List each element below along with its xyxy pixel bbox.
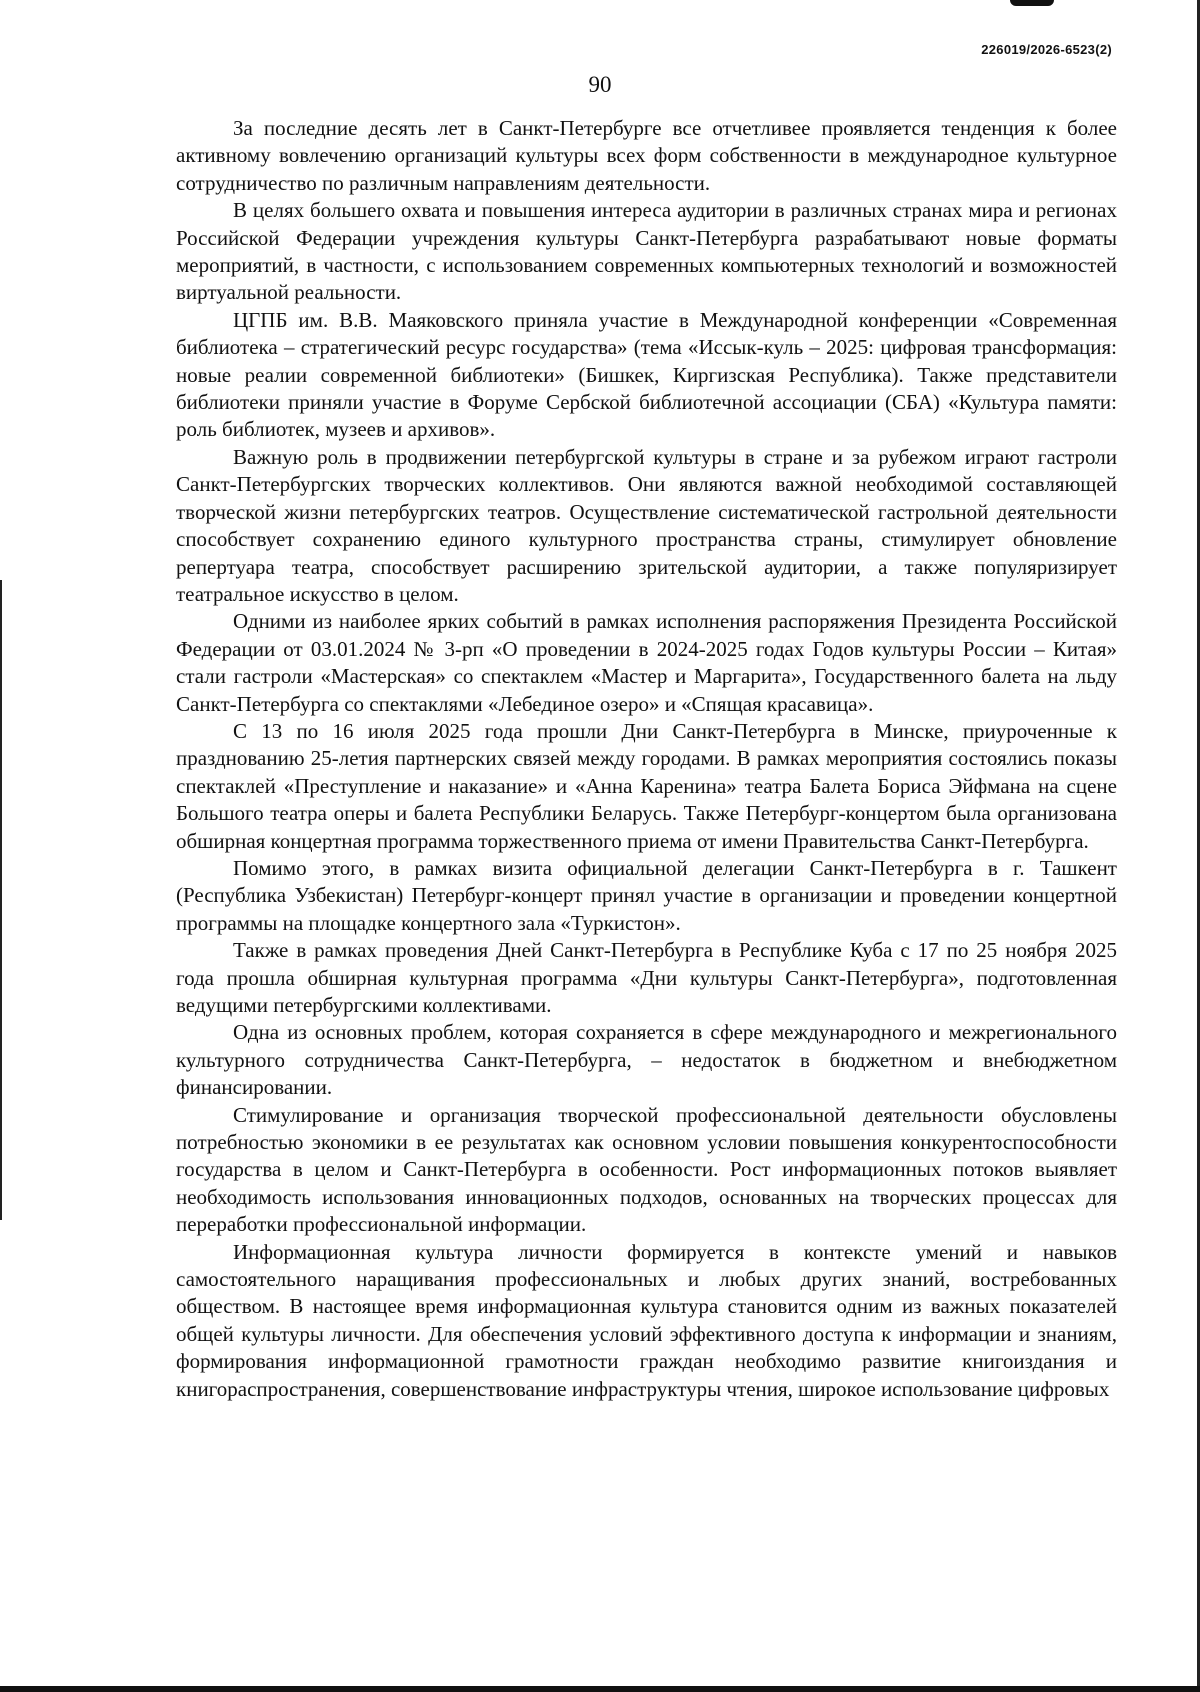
- paragraph: За последние десять лет в Санкт-Петербурге все отчетливее проявляется тенденция к более активному вовлечению организаций культуры всех форм собственности в международное культурное сотрудничество по различным направлениям деятельности.: [176, 116, 1117, 195]
- scan-edge-bottom: [0, 1686, 1200, 1692]
- paragraph: В целях большего охвата и повышения интереса аудитории в различных странах мира и регионах Российской Федерации учреждения культуры Санкт-Петербурга разрабатывают новые форматы мероприятий, в частности, с использованием современных компьютерных технологий и возможностей виртуальной реальности.: [176, 198, 1117, 305]
- paragraph: Одна из основных проблем, которая сохраняется в сфере международного и межрегионального культурного сотрудничества Санкт-Петербурга, – недостаток в бюджетном и внебюджетном финансировании.: [176, 1020, 1117, 1100]
- body-text: [176, 115, 1117, 1403]
- scan-mark-top: [1010, 0, 1054, 6]
- paragraph: ЦГПБ им. В.В. Маяковского приняла участие в Международной конференции «Современная библиотека – стратегический ресурс государства» (тема «Иссык-куль – 2025: цифровая трансформация: новые реалии современной библиотеки» (Бишкек, Киргизская Республика). Также представители библиотеки приняли участие в Форуме Сербской библиотечной ассоциации (СБА) «Культура памяти: роль библиотек, музеев и архивов».: [176, 307, 1117, 442]
- paragraph: Также в рамках проведения Дней Санкт-Петербурга в Республике Куба с 17 по 25 ноября 2025 года прошла обширная культурная программа «Дни культуры Санкт-Петербурга», подготовленная ведущими петербургскими коллективами.: [176, 938, 1117, 1017]
- paragraph: Стимулирование и организация творческой профессиональной деятельности обусловлены потребностью экономики в ее результатах как основном условии повышения конкурентоспособности государства в целом и Санкт-Петербурга в особенности. Рост информационных потоков выявляет необходимость использования инновационных подходов, основанных на творческих процессах для переработки профессиональной информации.: [176, 1102, 1117, 1237]
- paragraph: Информационная культура личности формируется в контексте умений и навыков самостоятельного наращивания профессиональных и любых других знаний, востребованных обществом. В настоящее время информационная культура становится одним из важных показателей общей культуры личности. Для обеспечения условий эффективного доступа к информации и знаниям, формирования информационной грамотности граждан необходимо развитие книгоиздания и книгораспространения, совершенствование инфраструктуры чтения, широкое использование цифровых: [176, 1239, 1117, 1401]
- page-number: 90: [588, 72, 612, 97]
- scan-edge-left: [0, 580, 2, 1220]
- paragraph: С 13 по 16 июля 2025 года прошли Дни Санкт-Петербурга в Минске, приуроченные к празднованию 25-летия партнерских связей между городами. В рамках мероприятия состоялись показы спектаклей «Преступление и наказание» и «Анна Каренина» театра Балета Бориса Эйфмана на сцене Большого театра оперы и балета Республики Беларусь. Также Петербург-концертом была организована обширная концертная программа торжественного приема от имени Правительства Санкт-Петербурга.: [176, 718, 1117, 853]
- document-id: 226019/2026-6523(2): [981, 42, 1112, 57]
- paragraph: Важную роль в продвижении петербургской культуры в стране и за рубежом играют гастроли Санкт-Петербургских творческих коллективов. Они являются важной необходимой составляющей творческой жизни петербургских театров. Осуществление систематической гастрольной деятельности способствует сохранению единого культурного пространства страны, стимулирует обновление репертуара театра, способствует расширению зрительской аудитории, а также популяризирует театральное искусство в целом.: [176, 444, 1117, 606]
- paragraph: Одними из наиболее ярких событий в рамках исполнения распоряжения Президента Российской Федерации от 03.01.2024 № 3-рп «О проведении в 2024-2025 годах Годов культуры России – Китая» стали гастроли «Мастерская» со спектаклем «Мастер и Маргарита», Государственного балета на льду Санкт-Петербурга со спектаклями «Лебединое озеро» и «Спящая красавица».: [176, 609, 1117, 716]
- paragraph: Помимо этого, в рамках визита официальной делегации Санкт-Петербурга в г. Ташкент (Республика Узбекистан) Петербург-концерт принял участие в организации и проведении концертной программы на площадке концертного зала «Туркистон».: [176, 855, 1117, 935]
